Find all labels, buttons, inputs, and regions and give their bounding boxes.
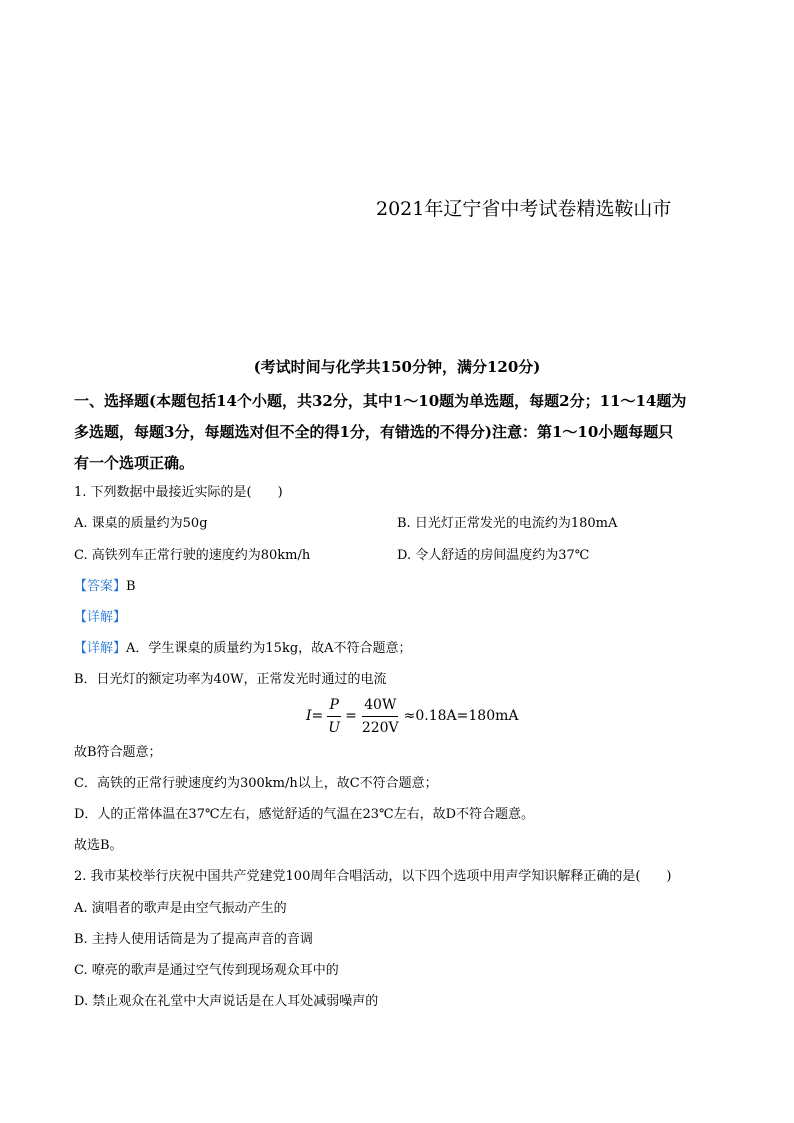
formula-lhs: I [306,708,312,724]
question-1-option-c: C. 高铁列车正常行驶的速度约为80km/h [74,548,311,563]
answer-tag: 【答案】 [74,579,127,594]
formula-fraction-2 [360,696,401,737]
question-2-option-c: C. 嘹亮的歌声是通过空气传到现场观众耳中的 [74,963,339,978]
question-1-detail-a [74,641,412,657]
question-2-stem: 2. 我市某校举行庆祝中国共产党建党100周年合唱活动，以下四个选项中用声学知识解释正确的是( ) [74,869,672,884]
exam-note: (考试时间与化学共150分钟，满分120分) [253,358,541,376]
answer-value: B [126,579,136,594]
question-1-detail-b2: 故B符合题意； [74,745,162,760]
formula-fraction-1 [326,696,342,737]
question-2-option-b: B. 主持人使用话筒是为了提高声音的音调 [74,932,313,947]
formula-equals-2: = [345,708,357,724]
question-1-conclusion: 故选B。 [74,838,123,853]
question-1-stem: 1. 下列数据中最接近实际的是( ) [74,485,283,500]
current-formula [306,692,519,740]
formula-denominator-2: 220V [361,719,399,736]
question-1-option-d: D. 令人舒适的房间温度约为37℃ [397,548,590,563]
question-1-detail-c: C．高铁的正常行驶速度约为300km/h以上，故C不符合题意； [74,776,438,791]
formula-numerator-2: 40W [362,696,398,717]
formula-denominator-1: U [328,719,341,736]
formula-numerator-1: P [327,696,340,717]
question-1-option-b: B. 日光灯正常发光的电流约为180mA [397,516,618,531]
formula-equals-1: = [311,708,324,724]
question-1-detail-header: 【详解】 [74,610,127,625]
question-2-option-d: D. 禁止观众在礼堂中大声说话是在人耳处减弱噪声的 [74,994,379,1009]
question-2-option-a: A. 演唱者的歌声是由空气振动产生的 [74,901,287,916]
section-instructions-line-3: 有一个选项正确。 [74,454,195,472]
question-1-answer [74,579,136,595]
section-instructions-line-2: 多选题，每题3分，每题选对但不全的得1分，有错选的不得分)注意：第1～10小题每题只 [74,423,674,441]
question-1-option-a: A. 课桌的质量约为50g [74,516,208,531]
detail-a-text: A．学生课桌的质量约为15kg，故A不符合题意； [126,641,412,656]
question-1-detail-b: B．日光灯的额定功率为40W，正常发光时通过的电流 [74,672,387,687]
formula-result: ≈0.18A=180mA [403,708,519,724]
detail-tag: 【详解】 [74,641,127,656]
page-title: 2021年辽宁省中考试卷精选鞍山市 [376,198,672,220]
question-1-detail-d: D．人的正常体温在37℃左右，感觉舒适的气温在23℃左右，故D不符合题意。 [74,807,535,822]
section-instructions-line-1: 一、选择题(本题包括14个小题，共32分，其中1～10题为单选题，每题2分；11～14题为 [74,392,687,410]
